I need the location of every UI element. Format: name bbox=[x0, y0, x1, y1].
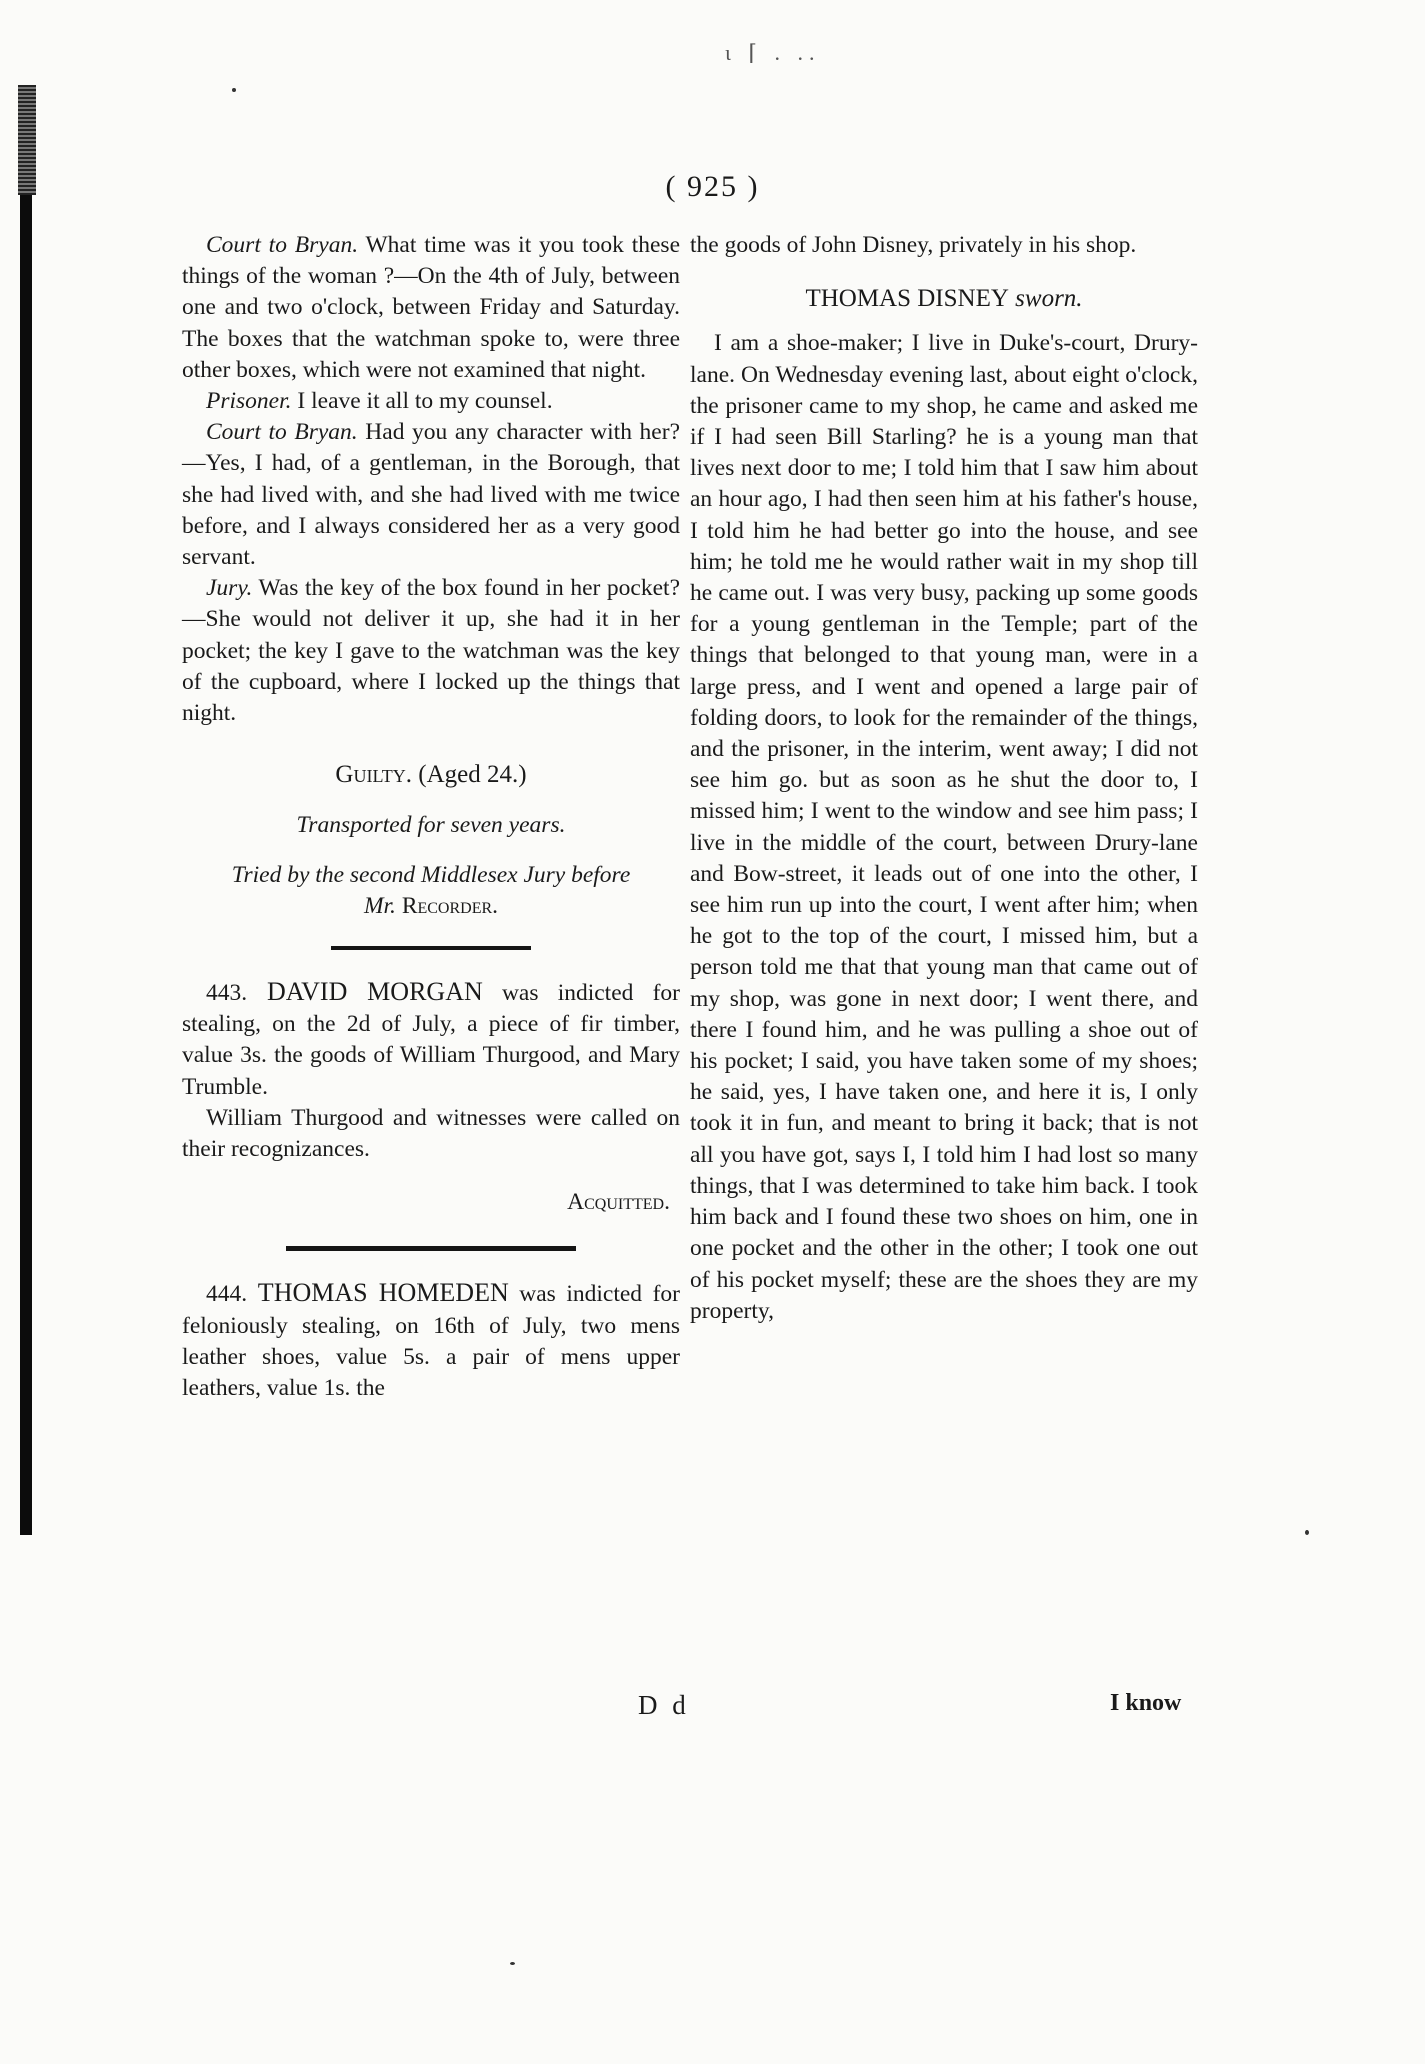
paragraph-text: What time was it you took these things of the woman ?—On the 4th of July, between one and two o'clock, between Friday and Saturday. The boxes that the watchman spoke to, were three other boxes, which were not examined that night. bbox=[182, 232, 681, 383]
paragraph-text: Had you any character with her?—Yes, I had, of a gentleman, in the Borough, that she had lived with, and she had lived with me twice before, and I always considered her as a very good servant. bbox=[182, 419, 680, 571]
paragraph-text: I leave it all to my counsel. bbox=[291, 388, 553, 415]
indictment-text: was indicted for feloniously stealing, on 16th of July, two mens leather shoes, value 5s. a pair of mens upper leathers, value 1s. the bbox=[182, 1281, 680, 1402]
witness-sworn: sworn. bbox=[1008, 285, 1083, 313]
left-column bbox=[182, 230, 680, 1404]
verdict-guilty bbox=[182, 759, 680, 790]
case-number: 443. bbox=[206, 980, 248, 1007]
testimony-paragraph: I am a shoe-maker; I live in Duke's-court, Drury-lane. On Wednesday evening last, about eight o'clock, the prisoner came to my shop, he came and asked me if I had seen Bill Starling? he is a young man that lives next door to me; I told him that I saw him about an hour ago, I had then seen him at his father's house, I told him he had better go into the house, and see him; he told me he would rather wait in my shop till he came out. I was very busy, packing up some goods for a young gentleman in the Temple; part of the things that belonged to that young man, were in a large press, and I went and opened a large pair of folding doors, to look for the remainder of the things, and the prisoner, in the interim, went away; I did not see him go. but as soon as he shut the door to, I missed him; I went to the window and see him pass; I live in the middle of the court, between Drury-lane and Bow-street, it leads out of one into the other, I see him run up into the court, I went after him; when he got to the top of the court, I missed him, but a person told me that that young man that came out of my shop, was gone in next door; I went there, and there I found him, and he was pulling a shoe out of his pocket; I said, you have taken some of my shoes; he said, yes, I have taken one, and here it is, I only took it in fun, and meant to bring it back; that is not all you have got, says I, I told him I had lost so many things, that I was determined to take him back. I took him back and I found these two shoes on him, one in one pocket and the other in the other; I took one out of his pocket myself; these are the shoes they are my property, bbox=[690, 330, 1198, 1324]
case-number: 444. bbox=[206, 1281, 248, 1308]
case-444 bbox=[182, 1277, 680, 1404]
tried-line: Tried by the second Middlesex Jury before bbox=[231, 861, 631, 888]
speck bbox=[510, 1962, 515, 1965]
signature-mark: D d bbox=[638, 1690, 690, 1720]
scan-edge-shadow bbox=[20, 85, 32, 1535]
paragraph-court-character bbox=[182, 417, 680, 573]
defendant-name: DAVID MORGAN bbox=[247, 977, 483, 1007]
tried-mr: Mr. bbox=[363, 892, 396, 919]
catchword: I know bbox=[1110, 1690, 1182, 1716]
paragraph-court-question bbox=[182, 230, 680, 386]
case-443-witnesses: William Thurgood and witnesses were called on their recognizances. bbox=[182, 1104, 680, 1163]
speck bbox=[232, 88, 236, 92]
speck bbox=[1305, 1530, 1309, 1535]
speaker: Jury. bbox=[206, 575, 253, 602]
section-rule bbox=[182, 1246, 680, 1251]
witness-heading bbox=[690, 283, 1198, 314]
speaker: Prisoner. bbox=[206, 388, 292, 415]
section-rule bbox=[182, 946, 680, 950]
paragraph-jury bbox=[182, 573, 680, 729]
header-mark: ι ⌈ . .. bbox=[725, 40, 821, 65]
sentence: Transported for seven years. bbox=[296, 812, 566, 839]
verdict-age: (Aged 24.) bbox=[412, 761, 527, 789]
speaker: Court to Bryan. bbox=[206, 419, 358, 446]
indictment-text: was indicted for stealing, on the 2d of July, a piece of fir timber, value 3s. the goods of William Thurgood, and Mary Trumble. bbox=[182, 980, 680, 1100]
page-number: ( 925 ) bbox=[665, 170, 760, 203]
paragraph-text: Was the key of the box found in her pocket?—She would not deliver it up, she had it in her pocket; the key I gave to the watchman was the key of the cupboard, where I locked up the things that night. bbox=[182, 575, 680, 727]
speaker: Court to Bryan. bbox=[206, 232, 359, 258]
right-column bbox=[690, 230, 1198, 1327]
verdict-word: Guilty. bbox=[335, 761, 413, 789]
case-443 bbox=[182, 976, 680, 1103]
verdict-acquitted: Acquitted. bbox=[567, 1189, 670, 1216]
paragraph-prisoner bbox=[182, 386, 680, 417]
continuation-text: the goods of John Disney, privately in his shop. bbox=[690, 232, 1137, 258]
tried-recorder-line bbox=[182, 891, 680, 922]
witness-name: THOMAS DISNEY bbox=[805, 285, 1009, 313]
defendant-name: THOMAS HOMEDEN bbox=[247, 1278, 509, 1308]
tried-recorder: Recorder. bbox=[395, 892, 499, 919]
